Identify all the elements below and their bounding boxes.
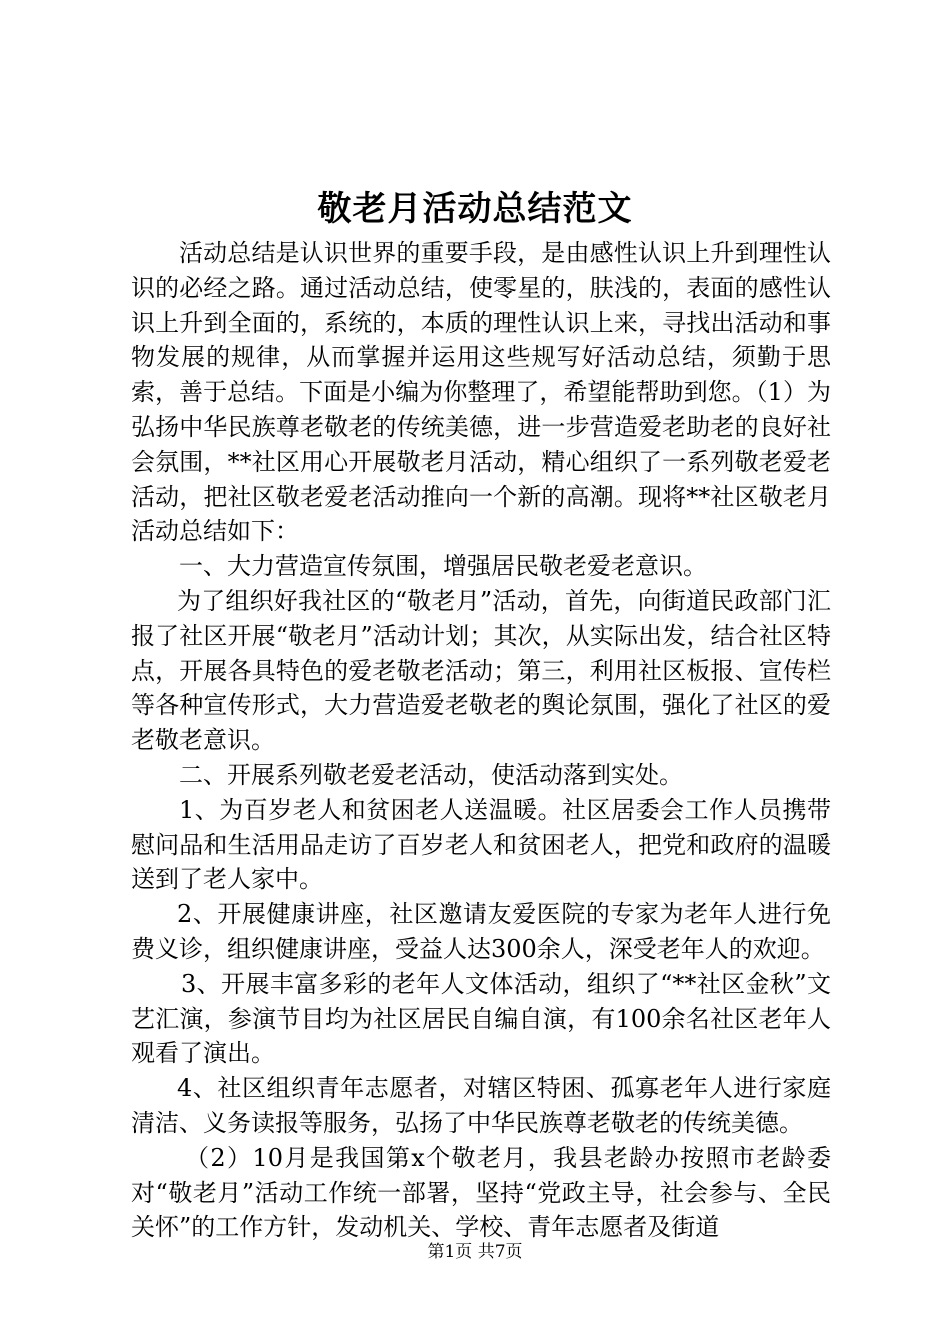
- paragraph-intro: 活动总结是认识世界的重要手段，是由感性认识上升到理性认识的必经之路。通过活动总结，使零星的，肤浅的，表面的感性认识上升到全面的，系统的，本质的理性认识上来，寻找出活动和事物发展的规律，从而掌握并运用这些规写好活动总结，须勤于思索，善于总结。下面是小编为你整理了，希望能帮助到您。（1）为弘扬中华民族尊老敬老的传统美德，进一步营造爱老助老的良好社会氛围，**社区用心开展敬老月活动，精心组织了一系列敬老爱老活动，把社区敬老爱老活动推向一个新的高潮。现将**社区敬老月活动总结如下：: [131, 239, 831, 546]
- list-item-4: 4、社区组织青年志愿者，对辖区特困、孤寡老年人进行家庭清洁、义务读报等服务，弘扬了中华民族尊老敬老的传统美德。: [131, 1074, 831, 1137]
- document-body: [131, 236, 831, 1245]
- list-item-3: 3、开展丰富多彩的老年人文体活动，组织了“**社区金秋”文艺汇演，参演节目均为社区居民自编自演，有100余名社区老年人观看了演出。: [131, 969, 831, 1068]
- list-item-1: 1、为百岁老人和贫困老人送温暖。社区居委会工作人员携带慰问品和生活用品走访了百岁老人和贫困老人，把党和政府的温暖送到了老人家中。: [131, 795, 831, 894]
- page-number-footer: 第1页 共7页: [427, 1242, 523, 1262]
- document-title: 敬老月活动总结范文: [317, 189, 633, 229]
- section-heading-1: 一、大力营造宣传氛围，增强居民敬老爱老意识。: [179, 552, 707, 581]
- paragraph-second-summary: （2）10月是我国第x个敬老月，我县老龄办按照市老龄委对“敬老月”活动工作统一部署，坚持“党政主导，社会参与、全民关怀”的工作方针，发动机关、学校、青年志愿者及街道: [131, 1143, 831, 1242]
- list-item-2: 2、开展健康讲座，社区邀请友爱医院的专家为老年人进行免费义诊，组织健康讲座，受益人达300余人，深受老年人的欢迎。: [131, 900, 831, 963]
- section-heading-2: 二、开展系列敬老爱老活动，使活动落到实处。: [179, 760, 683, 789]
- paragraph-publicity: 为了组织好我社区的“敬老月”活动，首先，向街道民政部门汇报了社区开展“敬老月”活动计划；其次，从实际出发，结合社区特点，开展各具特色的爱老敬老活动；第三，利用社区板报、宣传栏等各种宣传形式，大力营造爱老敬老的舆论氛围，强化了社区的爱老敬老意识。: [131, 586, 831, 755]
